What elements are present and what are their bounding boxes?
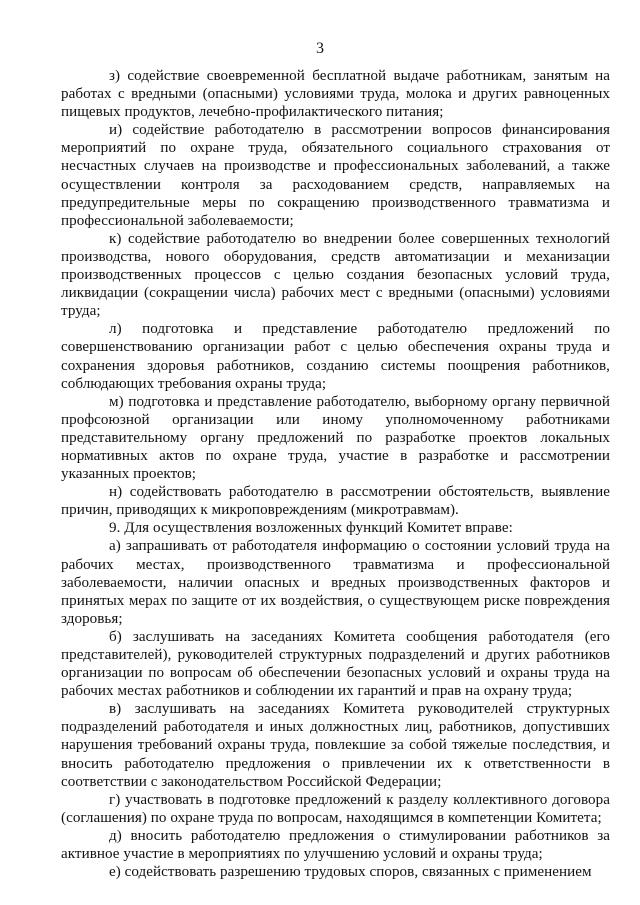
paragraph-d: д) вносить работодателю предложения о стимулировании работников за активное участие в мероприятиях по улучшению условий и охраны труда; (61, 827, 610, 863)
paragraph-n: н) содействовать работодателю в рассмотрении обстоятельств, выявление причин, приводящих к микроповреждениям (микротравмам). (61, 484, 610, 519)
paragraph-i: и) содействие работодателю в рассмотрении вопросов финансирования мероприятий по охране труда, обязательного социального страхования от несчастных случаев на производстве и профессиональных заболеваний, а также осуществлении контроля за расходованием средств, направляемых на предупредительные меры по сокращению производственного травматизма и профессиональной заболеваемости; (61, 122, 610, 229)
paragraph-l: л) подготовка и представление работодателю предложений по совершенствованию организации работ с целью обеспечения охраны труда и сохранения здоровья работников, созданию системы поощрения работников, соблюдающих требования охраны труда; (61, 321, 610, 392)
paragraph-e: е) содействовать разрешению трудовых споров, связанных с применением (109, 864, 592, 881)
page-number: 3 (316, 40, 324, 57)
document-body (61, 67, 610, 881)
paragraph-g: г) участвовать в подготовке предложений к разделу коллективного договора (соглашения) по охране труда по вопросам, находящимся в компетенции Комитета; (61, 791, 610, 826)
paragraph-k: к) содействие работодателю во внедрении более совершенных технологий производства, нового оборудования, средств автоматизации и механизации производственных процессов с целью создания безопасных условий труда, ликвидации (сокращении числа) рабочих мест с вредными (опасными) условиями труда; (61, 230, 610, 320)
paragraph-9-heading: 9. Для осуществления возложенных функций Комитет вправе: (109, 520, 513, 537)
paragraph-b: б) заслушивать на заседаниях Комитета сообщения работодателя (его представителей), руководителей структурных подразделений и других работников организации по вопросам об обеспечении безопасных условий и охраны труда на рабочих местах работников и соблюдении их гарантий и прав на охрану труда; (61, 628, 610, 700)
paragraph-m: м) подготовка и представление работодателю, выборному органу первичной профсоюзной организации или иному уполномоченному работниками представительному органу предложений по разработке проектов локальных нормативных актов по охране труда, участие в разработке и рассмотрении указанных проектов; (61, 393, 610, 483)
paragraph-z: з) содействие своевременной бесплатной выдаче работникам, занятым на работах с вредными (опасными) условиями труда, молока и других равноценных пищевых продуктов, лечебно-профилактического питания; (61, 68, 610, 121)
paragraph-a: а) запрашивать от работодателя информацию о состоянии условий труда на рабочих местах, производственного травматизма и профессиональной заболеваемости, наличии опасных и вредных производственных факторов и принятых мерах по защите от их воздействия, о существующем риске повреждения здоровья; (61, 538, 610, 627)
paragraph-v: в) заслушивать на заседаниях Комитета руководителей структурных подразделений работодателя и иных должностных лиц, работников, допустивших нарушения требований охраны труда, повлекшие за собой тяжелые последствия, и вносить работодателю предложения о привлечении их к ответственности в соответствии с законодательством Российской Федерации; (61, 701, 610, 790)
